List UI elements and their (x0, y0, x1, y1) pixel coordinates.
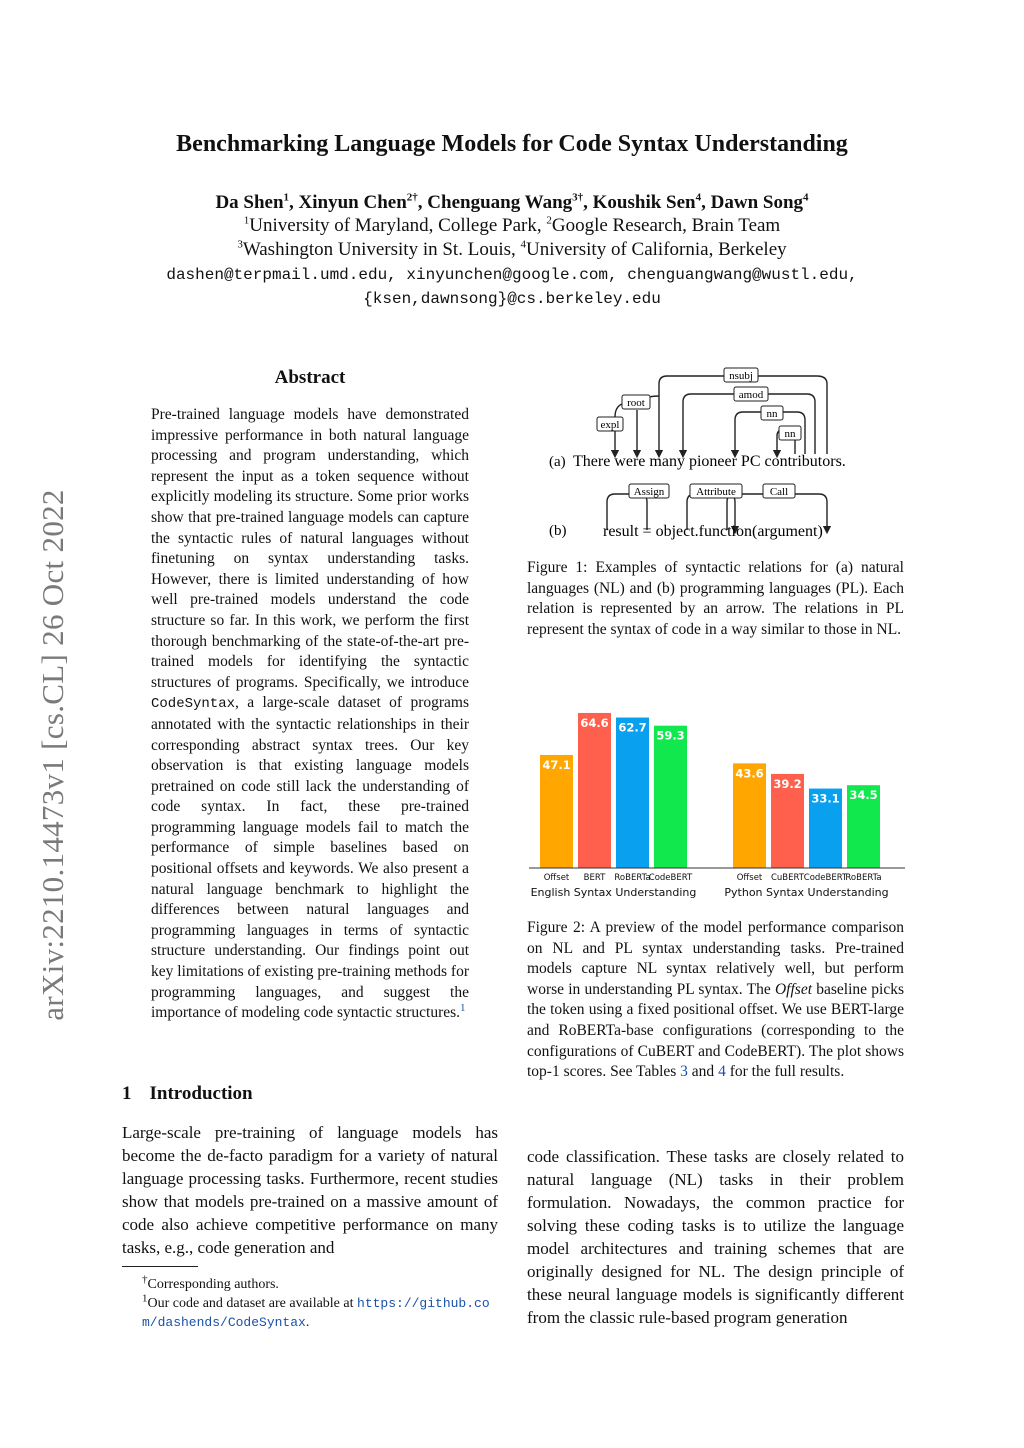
author-emails-2: {ksen,dawnsong}@cs.berkeley.edu (363, 290, 661, 308)
rel-label: root (627, 397, 645, 409)
rel-label: nsubj (729, 370, 753, 382)
pl-sentence: result = object.function(argument) (603, 523, 823, 540)
category-tick-label: RoBERTa (845, 873, 882, 883)
affiliation-line-2: $^3$Washington University in St. Louis, $^4$University of California, Berkeley (237, 238, 787, 260)
arxiv-stamp: arXiv:2210.14473v1 [cs.CL] 26 Oct 2022 (35, 489, 70, 1021)
bar-codebert (654, 726, 687, 868)
introduction-text: Large-scale pre-training of language models has become the de-facto paradigm for a variety of natural language processing tasks. Furthermore, recent studies show that models pre-trained on a massive amount of code also achieve competitive performance on many tasks, e.g., code generation and (122, 1123, 498, 1257)
abstract-text: Pre-trained language models have demonstrated impressive performance in both natural language processing and program understanding, which represent the input as a token sequence without explicitly modeling its structure. Some prior works show that pre-trained language models can capture the syntactic rules of natural languages without finetuning on syntax understanding tasks. However, there is limited understanding of how well pre-trained models understand the code structure so far. In this work, we perform the first thorough benchmarking of the state-of-the-art pre-trained models for identifying the syntactic structures of programs. Specifically, we introduce CodeSyntax, a large-scale dataset of programs annotated with the syntactic relationships in their corresponding abstract syntax trees. Our key observation is that existing language models pretrained on code still lack the understanding of code syntax. In fact, these pre-trained programming language models fail to match the performance of simple baselines based on positional offsets and keywords. We also present a natural language benchmark to highlight the differences between natural languages and programming languages in terms of syntactic structure understanding. Our findings point out key limitations of existing pre-training methods for programming languages, and suggest the importance of modeling code syntactic structures.$^1$ (151, 406, 469, 1022)
rel-label: nn (766, 408, 778, 420)
category-tick-label: CuBERT (770, 873, 805, 883)
category-tick-label: BERT (583, 873, 606, 883)
category-tick-label: Offset (736, 873, 763, 883)
figure-2-bar-chart (527, 690, 907, 905)
bar-roberta (616, 718, 649, 868)
label-a: (a) (549, 454, 566, 470)
author: Da Shen (215, 192, 284, 213)
label-b: (b) (549, 523, 567, 539)
footnote-rule (122, 1266, 198, 1267)
rel-label: expl (600, 419, 620, 431)
bar-value-label: 64.6 (580, 715, 609, 730)
author: Xinyun Chen (298, 192, 407, 213)
footnote-1: †Corresponding authors. (142, 1273, 279, 1292)
author-emails: dashen@terpmail.umd.edu, xinyunchen@google.com, chenguangwang@wustl.edu, (166, 266, 858, 284)
rel-label: Attribute (696, 486, 736, 498)
bar-value-label: 59.3 (656, 728, 685, 743)
section-heading-introduction: 1 Introduction (122, 1083, 253, 1104)
column-2-text: code classification. These tasks are closely related to natural language (NL) tasks in their problem formulation. Nowadays, the common practice for solving these coding tasks is to utilize the language model architectures and training schemes that are originally designed for NL. The design principle of these neural language models is significantly different from the classic rule-based program generation (527, 1147, 904, 1327)
paper-title: Benchmarking Language Models for Code Syntax Understanding (176, 131, 848, 157)
footnotes (122, 1275, 502, 1332)
bar-value-label: 62.7 (618, 720, 647, 735)
category-tick-label: Offset (543, 873, 570, 883)
figure-1-syntax-diagram (527, 362, 907, 552)
category-tick-label: CodeBERT (648, 873, 693, 883)
rel-label: Call (769, 486, 789, 498)
bar-value-label: 43.6 (735, 766, 764, 781)
figure-2-caption: Figure 2: A preview of the model performance comparison on NL and PL syntax understanding tasks. Pre-trained models capture NL syntax relatively well, but perform worse in understanding PL syntax. The Offset baseline picks the token using a fixed positional offset. We use BERT-large and RoBERTa-base configurations (corresponding to the configurations of CuBERT and CodeBERT). The plot shows top-1 scores. See Tables 3 and 4 for the full results. (527, 919, 904, 1081)
figure-1-caption: Figure 1: Examples of syntactic relations for (a) natural languages (NL) and (b) programming languages (PL). Each relation is represented by an arrow. The relations in PL represent the syntax of code in a way similar to those in NL. (527, 559, 904, 638)
author: Chenguang Wang (427, 192, 573, 213)
bar-value-label: 47.1 (542, 757, 571, 772)
bar-value-label: 33.1 (811, 791, 840, 806)
bar-value-label: 39.2 (773, 776, 802, 791)
author: Koushik Sen (592, 192, 696, 213)
table-ref[interactable]: 3 (680, 1063, 688, 1081)
rel-label: Assign (633, 486, 665, 498)
bar-value-label: 34.5 (849, 788, 878, 803)
category-tick-label: CodeBERT (803, 873, 848, 883)
group-label: English Syntax Understanding (530, 886, 697, 899)
rel-label: nn (784, 428, 796, 440)
category-tick-label: RoBERTa (614, 873, 651, 883)
rel-label: amod (738, 389, 764, 401)
footnote-2: $^1$Our code and dataset are available at https://github.com/dashends/CodeSyntax. (142, 1292, 490, 1330)
code-link[interactable]: https://github.com/dashends/CodeSyntax (142, 1296, 490, 1330)
dataset-name: CodeSyntax (151, 696, 236, 713)
affiliation-line-1: $^1$University of Maryland, College Park, $^2$Google Research, Brain Team (243, 214, 781, 236)
author: Dawn Song (710, 192, 804, 213)
bar-bert (578, 713, 611, 868)
footnote-ref[interactable]: 1 (460, 1002, 466, 1015)
table-ref[interactable]: 4 (718, 1063, 726, 1081)
abstract-heading: Abstract (274, 367, 346, 388)
group-label: Python Syntax Understanding (724, 886, 889, 899)
nl-sentence: There were many pioneer PC contributors. (573, 453, 846, 470)
author-list: Da Shen$^1$, Xinyun Chen$^{2\dagger}$, Chenguang Wang$^{3\dagger}$, Koushik Sen$^4$, Dawn Song$^4$ (215, 191, 809, 213)
